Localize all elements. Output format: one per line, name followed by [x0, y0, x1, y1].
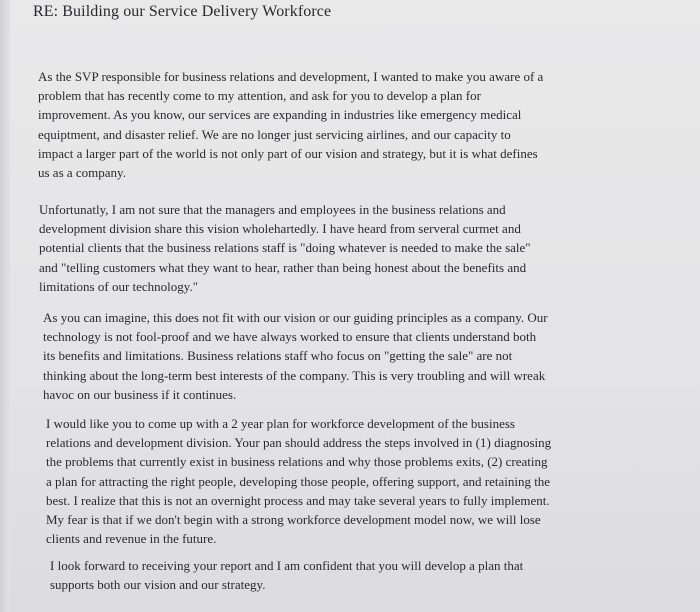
paragraph-line: its benefits and limitations. Business relations staff who focus on "getting the sale" are not [43, 348, 513, 364]
paragraph-line: and "telling customers what they want to hear, rather than being honest about the benefits and [39, 259, 527, 275]
paragraph-line: improvement. As you know, our services are expanding in industries like emergency medical [38, 107, 522, 123]
paragraph-line: us as a company. [38, 165, 126, 181]
paragraph-line: best. I realize that this is not an overnight process and may take several years to fully implement. [46, 492, 550, 508]
paragraph-1 [38, 67, 543, 182]
memo-subject: RE: Building our Service Delivery Workforce [33, 3, 332, 20]
paragraph-5 [50, 556, 523, 594]
paragraph-line: a plan for attracting the right people, developing those people, offering support, and retaining the [46, 473, 551, 489]
paragraph-4 [46, 414, 551, 548]
paragraph-line: havoc on our business if it continues. [43, 386, 237, 402]
paragraph-line: I would like you to come up with a 2 year plan for workforce development of the business [46, 416, 515, 431]
paragraph-line: Unfortunatly, I am not sure that the managers and employees in the business relations and [39, 202, 506, 217]
paragraph-line: the problems that currently exist in business relations and why those problems exits, (2) creating [46, 454, 548, 470]
paragraph-line: impact a larger part of the world is not only part of our vision and strategy, but it is what defines [38, 145, 538, 161]
paragraph-line: supports both our vision and our strategy. [50, 577, 266, 593]
paragraph-line: My fear is that if we don't begin with a strong workforce development model now, we will lose [46, 512, 541, 528]
paragraph-2 [39, 200, 531, 296]
paragraph-line: I look forward to receiving your report and I am confident that you will develop a plan that [50, 558, 524, 573]
paragraph-line: development division share this vision wholehartedly. I have heard from serveral curmet and [39, 221, 521, 237]
paragraph-line: potential clients that the business relations staff is "doing whatever is needed to make the sale" [39, 240, 531, 256]
paragraph-line: As you can imagine, this does not fit with our vision or our guiding principles as a company. Our [43, 310, 548, 325]
paragraph-3 [43, 308, 548, 404]
paragraph-line: technology is not fool-proof and we have always worked to ensure that clients understand both [43, 329, 537, 345]
page-left-margin [0, 0, 10, 612]
paragraph-line: problem that has recently come to my attention, and ask for you to develop a plan for [38, 88, 481, 104]
paragraph-line: relations and development division. Your pan should address the steps involved in (1) diagnosing [46, 435, 552, 451]
paragraph-line: equiptment, and disaster relief. We are no longer just servicing airlines, and our capacity to [38, 126, 511, 142]
paragraph-line: clients and revenue in the future. [46, 531, 217, 547]
paragraph-line: As the SVP responsible for business relations and development, I wanted to make you aware of a [38, 69, 544, 84]
paragraph-line: thinking about the long-term best interests of the company. This is very troubling and will wreak [43, 367, 546, 383]
paragraph-line: limitations of our technology." [39, 278, 198, 294]
